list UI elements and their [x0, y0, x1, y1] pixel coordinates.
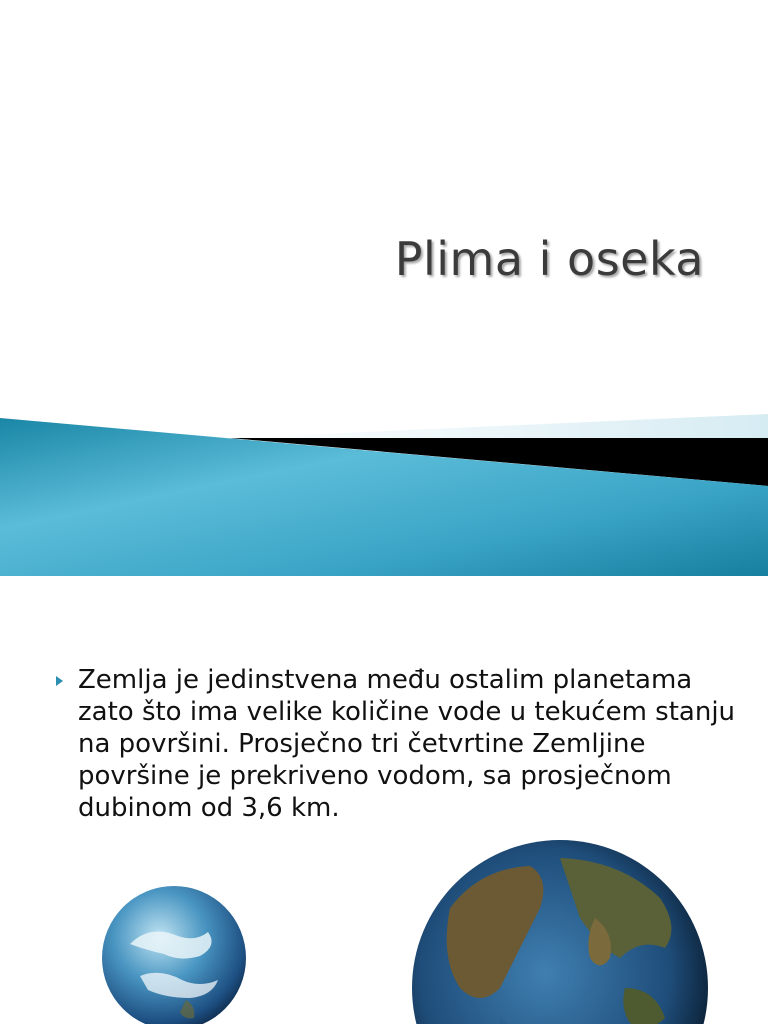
earth-large-image: [410, 838, 710, 1024]
bullet-arrow-icon: [56, 676, 63, 686]
slide-title: Plima i oseka: [394, 232, 704, 286]
bullet-text: Zemlja je jedinstvena među ostalim planetama zato što ima velike količine vode u tekućem stanju na površini. Prosječno tri četvrtine Zemljine površine je prekriveno vodom, sa prosječnom dubinom od 3,6 km.: [78, 665, 736, 823]
earth-small-image: [100, 884, 248, 1024]
content-slide: [0, 576, 768, 1024]
bullet-item: [56, 664, 736, 824]
